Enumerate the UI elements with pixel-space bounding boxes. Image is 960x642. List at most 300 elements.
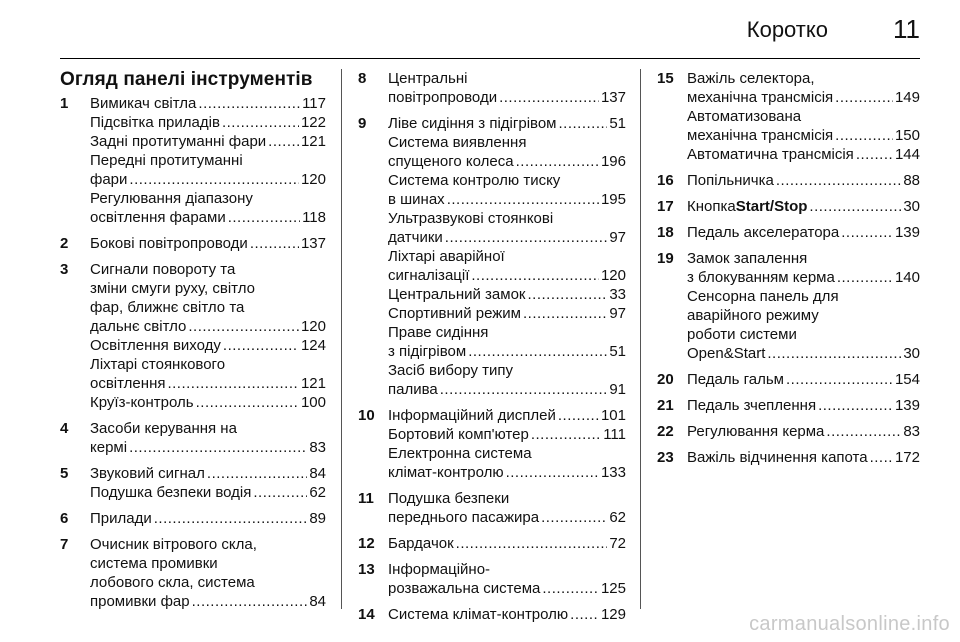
entry-text: Передні протитуманні xyxy=(90,152,243,169)
entry-line xyxy=(687,107,920,126)
entry-text: Open&Start xyxy=(687,345,766,362)
entry-text: Підсвітка приладів xyxy=(90,114,220,131)
leader-dots xyxy=(127,438,307,457)
entry-text: Спортивний режим xyxy=(388,305,521,322)
leader-dots xyxy=(833,126,893,145)
page-reference[interactable]: 150 xyxy=(894,127,920,144)
entry-text: розважальна система xyxy=(388,580,541,597)
entry-line xyxy=(687,88,920,107)
entry-lines xyxy=(687,223,920,242)
entry-number: 22 xyxy=(657,423,674,440)
index-entry xyxy=(657,171,920,190)
entry-lines xyxy=(388,406,626,482)
entry-lines xyxy=(90,509,326,528)
entry-line xyxy=(687,171,920,190)
entry-text: Електронна система xyxy=(388,445,532,462)
leader-dots xyxy=(765,344,901,363)
leader-dots xyxy=(784,370,893,389)
leader-dots xyxy=(539,508,607,527)
entry-line xyxy=(388,425,626,444)
entry-line xyxy=(388,133,626,152)
page-reference[interactable]: 137 xyxy=(300,235,326,252)
leader-dots xyxy=(833,88,893,107)
entry-text: Сигнали повороту та xyxy=(90,261,236,278)
page-reference[interactable]: 100 xyxy=(300,394,326,411)
entry-text: Бортовий комп'ютер xyxy=(388,426,529,443)
index-entry xyxy=(60,260,326,412)
entry-text-emphasis: Start/Stop xyxy=(735,198,808,215)
entry-text: Автоматизована xyxy=(687,108,802,125)
page-reference[interactable]: 62 xyxy=(309,484,326,501)
page-reference[interactable]: 91 xyxy=(609,381,626,398)
entry-text: Освітлення виходу xyxy=(90,337,221,354)
page-reference[interactable]: 124 xyxy=(300,337,326,354)
index-entry xyxy=(358,605,626,624)
column-divider xyxy=(341,69,342,609)
leader-dots xyxy=(521,304,607,323)
leader-dots xyxy=(469,266,599,285)
entry-text: Інформаційно- xyxy=(388,561,491,578)
entry-line xyxy=(90,509,326,528)
entry-line xyxy=(687,344,920,363)
page-reference[interactable]: 30 xyxy=(903,345,920,362)
entry-line xyxy=(388,209,626,228)
entry-line xyxy=(90,438,326,457)
entry-text: Важіль селектора, xyxy=(687,70,815,87)
page-reference[interactable]: 120 xyxy=(300,318,326,335)
index-entry xyxy=(358,114,626,399)
entry-list xyxy=(358,69,626,624)
entry-number: 16 xyxy=(657,172,674,189)
leader-dots xyxy=(529,425,601,444)
entry-text: промивки фар xyxy=(90,593,190,610)
entry-text: Система виявлення xyxy=(388,134,527,151)
entry-text: Регулювання діапазону xyxy=(90,190,253,207)
page-reference[interactable]: 144 xyxy=(894,146,920,163)
entry-lines xyxy=(388,489,626,527)
entry-text: Автоматична трансмісія xyxy=(687,146,854,163)
index-entry xyxy=(358,489,626,527)
index-entry xyxy=(657,422,920,441)
index-entry xyxy=(60,509,326,528)
entry-text: лобового скла, система xyxy=(90,574,255,591)
entry-text: фари xyxy=(90,171,128,188)
entry-text: Бардачок xyxy=(388,535,454,552)
entry-line xyxy=(388,190,626,209)
entry-lines xyxy=(388,114,626,399)
page-reference[interactable]: 122 xyxy=(300,114,326,131)
index-entry xyxy=(657,370,920,389)
watermark: carmanualsonline.info xyxy=(749,613,950,635)
entry-list xyxy=(60,94,326,611)
leader-dots xyxy=(774,171,901,190)
index-entry xyxy=(60,234,326,253)
entry-text: Очисник вітрового скла, xyxy=(90,536,257,553)
entry-text: Подушка безпеки xyxy=(388,490,510,507)
leader-dots xyxy=(445,190,599,209)
entry-text: зміни смуги руху, світло xyxy=(90,280,255,297)
page-reference[interactable]: 195 xyxy=(600,191,626,208)
entry-text: з блокуванням керма xyxy=(687,269,835,286)
page-reference[interactable]: 97 xyxy=(609,305,626,322)
entry-line xyxy=(90,132,326,151)
index-entry xyxy=(358,534,626,553)
entry-text: Звуковий сигнал xyxy=(90,465,205,482)
entry-lines xyxy=(687,422,920,441)
entry-text: палива xyxy=(388,381,438,398)
entry-text: Задні протитуманні фари xyxy=(90,133,267,150)
leader-dots xyxy=(165,374,299,393)
leader-dots xyxy=(226,208,300,227)
entry-line xyxy=(90,170,326,189)
entry-number: 10 xyxy=(358,407,375,424)
leader-dots xyxy=(504,463,599,482)
leader-dots xyxy=(868,448,893,467)
leader-dots xyxy=(205,464,307,483)
page-reference[interactable]: 84 xyxy=(309,593,326,610)
index-entry xyxy=(657,396,920,415)
entry-line xyxy=(90,573,326,592)
index-entry xyxy=(657,223,920,242)
entry-line xyxy=(388,152,626,171)
page-reference[interactable]: 97 xyxy=(609,229,626,246)
leader-dots xyxy=(251,483,307,502)
entry-line xyxy=(90,355,326,374)
entry-line xyxy=(388,579,626,598)
entry-line xyxy=(687,126,920,145)
column-1 xyxy=(60,69,326,618)
entry-line xyxy=(388,489,626,508)
page-reference[interactable]: 154 xyxy=(894,371,920,388)
leader-dots xyxy=(568,605,599,624)
index-entry xyxy=(60,419,326,457)
page-header xyxy=(60,0,920,56)
page-reference[interactable]: 118 xyxy=(302,209,326,226)
entry-text: Кнопка xyxy=(687,198,736,215)
page-reference[interactable]: 83 xyxy=(903,423,920,440)
entry-text: Сенсорна панель для xyxy=(687,288,839,305)
entry-text: дальнє світло xyxy=(90,318,187,335)
entry-line xyxy=(388,88,626,107)
page-reference[interactable]: 62 xyxy=(609,509,626,526)
page-reference[interactable]: 83 xyxy=(309,439,326,456)
entry-line xyxy=(388,534,626,553)
entry-line xyxy=(687,306,920,325)
entry-lines xyxy=(687,448,920,467)
leader-dots xyxy=(127,170,299,189)
entry-number: 15 xyxy=(657,70,674,87)
entry-lines xyxy=(90,419,326,457)
entry-text: аварійного режиму xyxy=(687,307,819,324)
entry-line xyxy=(687,223,920,242)
page-reference[interactable]: 129 xyxy=(600,606,626,623)
entry-number: 11 xyxy=(358,490,374,507)
index-entry xyxy=(60,464,326,502)
entry-lines xyxy=(388,69,626,107)
page-reference[interactable]: 30 xyxy=(903,198,920,215)
index-entry xyxy=(60,535,326,611)
leader-dots xyxy=(835,268,893,287)
entry-text: Засоби керування на xyxy=(90,420,237,437)
leader-dots xyxy=(556,406,599,425)
entry-line xyxy=(90,419,326,438)
leader-dots xyxy=(854,145,893,164)
leader-dots xyxy=(194,393,299,412)
entry-line xyxy=(90,298,326,317)
page-reference[interactable]: 149 xyxy=(894,89,920,106)
entry-line xyxy=(90,374,326,393)
page-reference[interactable]: 139 xyxy=(894,397,920,414)
page-reference[interactable]: 120 xyxy=(600,267,626,284)
leader-dots xyxy=(824,422,901,441)
entry-text: освітлення фарами xyxy=(90,209,226,226)
index-entry xyxy=(657,197,920,216)
entry-lines xyxy=(90,260,326,412)
index-entry xyxy=(358,560,626,598)
index-entry xyxy=(657,249,920,363)
entry-text: Ультразвукові стоянкові xyxy=(388,210,554,227)
page-reference[interactable]: 133 xyxy=(600,464,626,481)
entry-text: Замок запалення xyxy=(687,250,808,267)
entry-line xyxy=(388,444,626,463)
entry-line xyxy=(90,151,326,170)
entry-line xyxy=(388,266,626,285)
page-reference[interactable]: 33 xyxy=(609,286,626,303)
entry-text: Подушка безпеки водія xyxy=(90,484,252,501)
page-reference[interactable]: 139 xyxy=(894,224,920,241)
entry-text: механічна трансмісія xyxy=(687,89,834,106)
entry-line xyxy=(388,304,626,323)
page-reference[interactable]: 140 xyxy=(894,269,920,286)
leader-dots xyxy=(466,342,607,361)
entry-text: Центральний замок xyxy=(388,286,526,303)
entry-line xyxy=(388,463,626,482)
entry-line xyxy=(90,279,326,298)
entry-lines xyxy=(388,605,626,624)
leader-dots xyxy=(443,228,608,247)
entry-number: 4 xyxy=(60,420,69,437)
entry-number: 18 xyxy=(657,224,674,241)
entry-line xyxy=(687,268,920,287)
entry-line xyxy=(388,69,626,88)
entry-lines xyxy=(388,560,626,598)
page-reference[interactable]: 72 xyxy=(609,535,626,552)
page-reference[interactable]: 101 xyxy=(600,407,626,424)
entry-lines xyxy=(687,249,920,363)
page-reference[interactable]: 51 xyxy=(609,115,626,132)
page-reference[interactable]: 89 xyxy=(309,510,326,527)
page-reference[interactable]: 111 xyxy=(603,426,626,443)
entry-line xyxy=(90,554,326,573)
entry-line xyxy=(90,317,326,336)
section-title: Огляд панелі інструментів xyxy=(60,69,313,90)
entry-line xyxy=(90,535,326,554)
entry-line xyxy=(687,370,920,389)
entry-text: Круїз-контроль xyxy=(90,394,194,411)
entry-lines xyxy=(687,396,920,415)
entry-text: Ліве сидіння з підігрівом xyxy=(388,115,557,132)
entry-line xyxy=(388,285,626,304)
entry-line xyxy=(90,234,326,253)
entry-line xyxy=(90,113,326,132)
leader-dots xyxy=(438,380,608,399)
entry-line xyxy=(90,94,326,113)
entry-text: система промивки xyxy=(90,555,218,572)
entry-text: переднього пасажира xyxy=(388,509,540,526)
entry-text: спущеного колеса xyxy=(388,153,514,170)
entry-text: Педаль акселератора xyxy=(687,224,840,241)
entry-line xyxy=(90,592,326,611)
entry-text: з підігрівом xyxy=(388,343,467,360)
entry-lines xyxy=(90,535,326,611)
entry-lines xyxy=(90,234,326,253)
entry-text: Попільничка xyxy=(687,172,774,189)
entry-text: Педаль гальм xyxy=(687,371,784,388)
entry-text: Ліхтарі аварійної xyxy=(388,248,505,265)
entry-number: 3 xyxy=(60,261,69,278)
entry-lines xyxy=(687,69,920,164)
entry-text: роботи системи xyxy=(687,326,797,343)
entry-lines xyxy=(90,464,326,502)
entry-number: 23 xyxy=(657,449,674,466)
entry-line xyxy=(388,323,626,342)
entry-number: 1 xyxy=(60,95,69,112)
entry-number: 5 xyxy=(60,465,69,482)
page-reference[interactable]: 121 xyxy=(300,375,326,392)
page-reference[interactable]: 117 xyxy=(302,95,326,112)
index-entry xyxy=(358,69,626,107)
entry-list xyxy=(657,69,920,467)
entry-text: Прилади xyxy=(90,510,152,527)
entry-line xyxy=(90,260,326,279)
header-divider xyxy=(60,58,920,59)
entry-lines xyxy=(687,370,920,389)
page-reference[interactable]: 84 xyxy=(309,465,326,482)
entry-lines xyxy=(687,197,920,216)
entry-line xyxy=(90,189,326,208)
page-reference[interactable]: 196 xyxy=(600,153,626,170)
entry-text: Засіб вибору типу xyxy=(388,362,513,379)
index-entry xyxy=(60,94,326,227)
entry-text: сигналізації xyxy=(388,267,470,284)
entry-text: кермі xyxy=(90,439,128,456)
entry-text: в шинах xyxy=(388,191,445,208)
entry-text: клімат-контролю xyxy=(388,464,504,481)
leader-dots xyxy=(514,152,599,171)
column-3 xyxy=(657,69,920,474)
entry-line xyxy=(90,483,326,502)
entry-line xyxy=(388,247,626,266)
entry-text: Регулювання керма xyxy=(687,423,825,440)
page-reference[interactable]: 88 xyxy=(903,172,920,189)
entry-line xyxy=(687,396,920,415)
entry-lines xyxy=(687,171,920,190)
leader-dots xyxy=(557,114,608,133)
index-entry xyxy=(657,69,920,164)
entry-line xyxy=(388,228,626,247)
entry-line xyxy=(388,342,626,361)
column-divider xyxy=(640,69,641,609)
index-entry xyxy=(657,448,920,467)
entry-line xyxy=(388,560,626,579)
column-2 xyxy=(358,69,626,631)
entry-line xyxy=(388,508,626,527)
leader-dots xyxy=(526,285,608,304)
entry-number: 20 xyxy=(657,371,674,388)
entry-number: 12 xyxy=(358,535,375,552)
entry-line xyxy=(90,336,326,355)
entry-number: 7 xyxy=(60,536,69,553)
entry-text: Центральні xyxy=(388,70,468,87)
leader-dots xyxy=(839,223,893,242)
leader-dots xyxy=(186,317,299,336)
entry-line xyxy=(388,605,626,624)
entry-text: Праве сидіння xyxy=(388,324,489,341)
leader-dots xyxy=(816,396,893,415)
entry-line xyxy=(687,448,920,467)
entry-number: 9 xyxy=(358,115,367,132)
page-reference[interactable]: 137 xyxy=(600,89,626,106)
entry-text: повітропроводи xyxy=(388,89,498,106)
entry-number: 6 xyxy=(60,510,69,527)
entry-number: 8 xyxy=(358,70,367,87)
entry-number: 19 xyxy=(657,250,674,267)
entry-line xyxy=(388,114,626,133)
leader-dots xyxy=(454,534,608,553)
leader-dots xyxy=(248,234,299,253)
entry-text: Педаль зчеплення xyxy=(687,397,817,414)
leader-dots xyxy=(221,336,299,355)
leader-dots xyxy=(497,88,599,107)
entry-text: Важіль відчинення капота xyxy=(687,449,868,466)
page-reference[interactable]: 125 xyxy=(600,580,626,597)
page-reference[interactable]: 120 xyxy=(300,171,326,188)
page-number: 11 xyxy=(893,14,920,44)
entry-number: 21 xyxy=(657,397,674,414)
entry-text: датчики xyxy=(388,229,443,246)
entry-text: механічна трансмісія xyxy=(687,127,834,144)
entry-number: 13 xyxy=(358,561,375,578)
entry-text: Бокові повітропроводи xyxy=(90,235,248,252)
index-entry xyxy=(358,406,626,482)
leader-dots xyxy=(266,132,299,151)
entry-text: Вимикач світла xyxy=(90,95,197,112)
entry-line xyxy=(90,393,326,412)
entry-text: фар, ближнє світло та xyxy=(90,299,245,316)
leader-dots xyxy=(540,579,599,598)
leader-dots xyxy=(190,592,308,611)
page-header-title: Коротко xyxy=(746,17,828,42)
page-reference[interactable]: 51 xyxy=(609,343,626,360)
entry-number: 2 xyxy=(60,235,69,252)
entry-line xyxy=(388,361,626,380)
entry-number: 14 xyxy=(358,606,375,623)
entry-line xyxy=(687,287,920,306)
entry-line xyxy=(90,464,326,483)
page-reference[interactable]: 172 xyxy=(894,449,920,466)
page-reference[interactable]: 121 xyxy=(300,133,326,150)
entry-line xyxy=(388,406,626,425)
entry-line xyxy=(687,197,920,216)
entry-line xyxy=(687,325,920,344)
entry-line xyxy=(687,422,920,441)
entry-lines xyxy=(90,94,326,227)
entry-number: 17 xyxy=(657,198,674,215)
leader-dots xyxy=(196,94,300,113)
entry-line xyxy=(687,145,920,164)
entry-text: Система контролю тиску xyxy=(388,172,561,189)
entry-line xyxy=(388,380,626,399)
